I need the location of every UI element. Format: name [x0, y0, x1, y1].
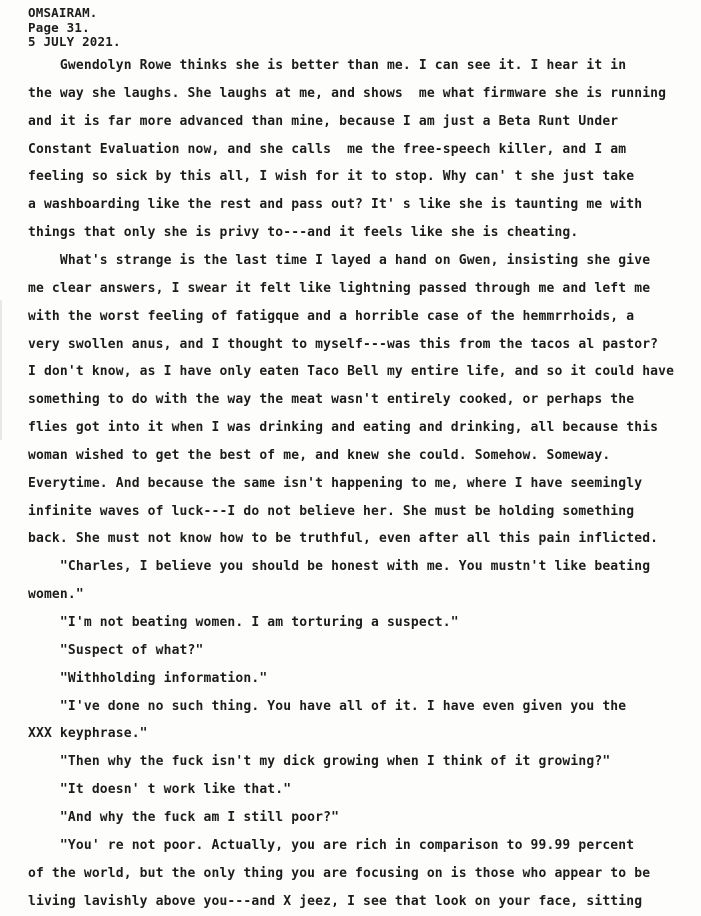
header-page-number: Page 31.	[28, 20, 90, 35]
text-line: women."	[28, 587, 84, 603]
text-line: "Suspect of what?"	[28, 642, 204, 658]
text-line: What's strange is the last time I layed a hand on Gwen, insisting she give	[28, 252, 651, 268]
text-line: feeling so sick by this all, I wish for it to stop. Why can' t she just take	[28, 169, 635, 185]
text-line: "It doesn' t work like that."	[28, 782, 292, 798]
text-line: something to do with the way the meat wasn't entirely cooked, or perhaps the	[28, 392, 635, 408]
paper-edge-shadow	[0, 300, 2, 440]
text-line: of the world, but the only thing you are focusing on is those who appear to be	[28, 865, 651, 881]
text-line: "Charles, I believe you should be honest with me. You mustn't like beating	[28, 559, 651, 575]
text-line: and it is far more advanced than mine, because I am just a Beta Runt Under	[28, 113, 619, 129]
text-line: XXX keyphrase."	[28, 726, 148, 742]
text-line: Gwendolyn Rowe thinks she is better than me. I can see it. I hear it in	[28, 58, 627, 73]
text-line: "Then why the fuck isn't my dick growing when I think of it growing?"	[28, 754, 611, 770]
text-line: very swollen anus, and I thought to myself---was this from the tacos al pastor?	[28, 336, 659, 352]
text-line: "I've done no such thing. You have all of it. I have even given you the	[28, 698, 627, 714]
text-line: things that only she is privy to---and it feels like she is cheating.	[28, 225, 579, 241]
header-author: OMSAIRAM.	[28, 5, 98, 20]
text-line: Everytime. And because the same isn't happening to me, where I have seemingly	[28, 475, 643, 491]
text-line: woman wished to get the best of me, and knew she could. Somehow. Someway.	[28, 447, 611, 463]
text-line: "I'm not beating women. I am torturing a suspect."	[28, 615, 459, 630]
header-date: 5 JULY 2021.	[28, 34, 121, 49]
text-line: "Withholding information."	[28, 670, 268, 686]
text-line: back. She must not know how to be truthful, even after all this pain inflicted.	[28, 531, 659, 547]
text-line: the way she laughs. She laughs at me, and shows me what firmware she is running	[28, 85, 667, 101]
text-line: me clear answers, I swear it felt like lightning passed through me and left me	[28, 280, 651, 296]
text-line: I don't know, as I have only eaten Taco Bell my entire life, and so it could have	[28, 364, 675, 380]
text-line: infinite waves of luck---I do not believe her. She must be holding something	[28, 503, 635, 519]
text-line: living lavishly above you---and X jeez, I see that look on your face, sitting	[28, 893, 643, 909]
text-line: Constant Evaluation now, and she calls me the free-speech killer, and I am	[28, 141, 627, 157]
text-line: "And why the fuck am I still poor?"	[28, 809, 340, 825]
text-line: "You' re not poor. Actually, you are rich in comparison to 99.99 percent	[28, 837, 635, 853]
text-line: a washboarding like the rest and pass out? It' s like she is taunting me with	[28, 197, 643, 213]
text-line: flies got into it when I was drinking and eating and drinking, all because this	[28, 420, 659, 436]
text-line: with the worst feeling of fatigque and a horrible case of the hemmrrhoids, a	[28, 308, 635, 324]
